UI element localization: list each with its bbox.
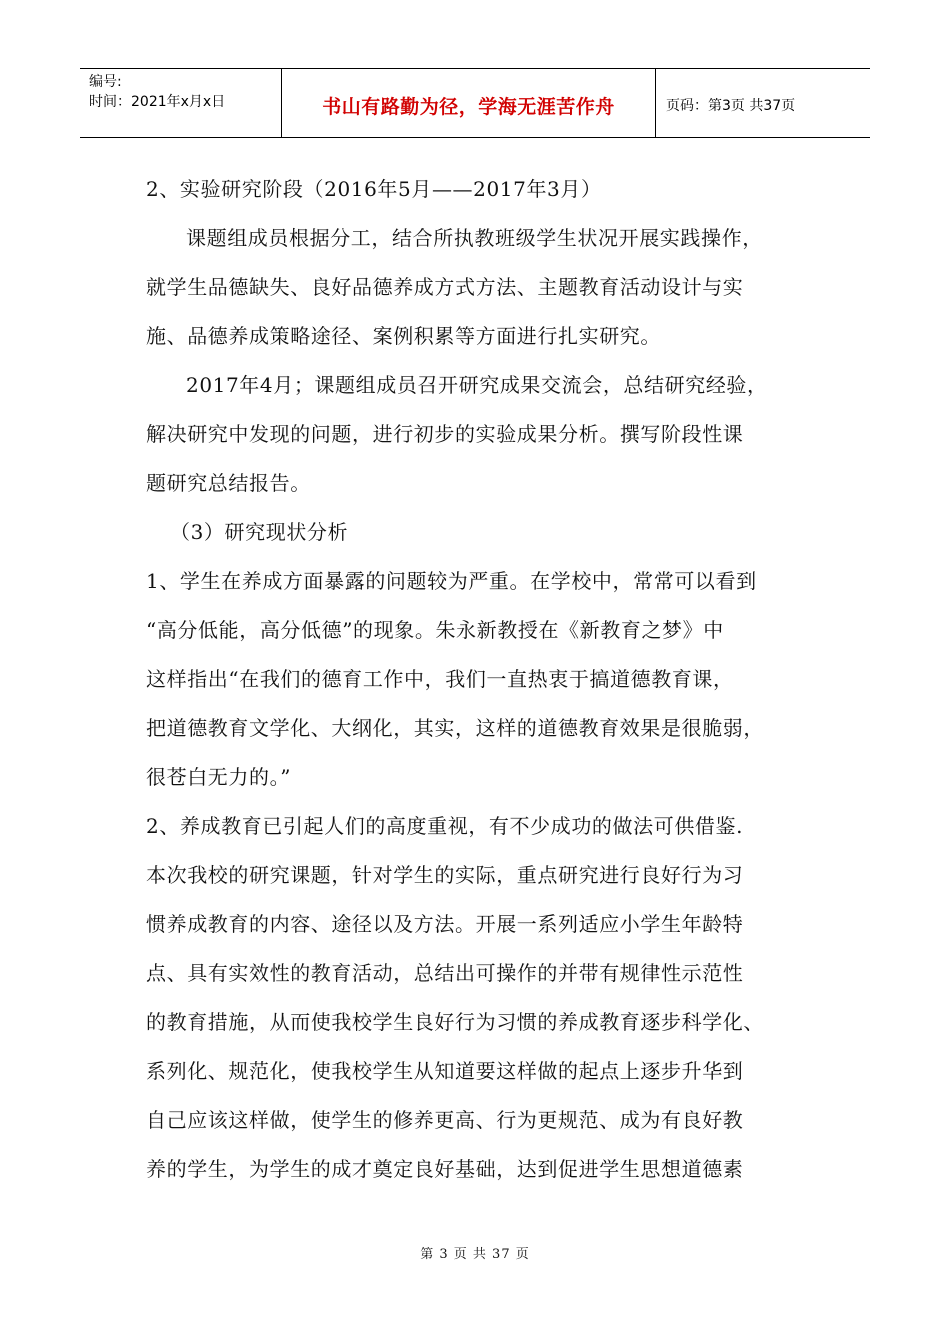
page-header xyxy=(80,68,870,138)
header-meta xyxy=(80,69,282,137)
paragraph-line: 惯养成教育的内容、途径以及方法。开展一系列适应小学生年龄特 xyxy=(146,912,744,936)
paragraph-line: 就学生品德缺失、良好品德养成方式方法、主题教育活动设计与实 xyxy=(146,275,744,299)
paragraph-line: 2、养成教育已引起人们的高度重视，有不少成功的做法可供借鉴. xyxy=(146,814,744,838)
paragraph-line: 点、具有实效性的教育活动，总结出可操作的并带有规律性示范性 xyxy=(146,961,744,985)
paragraph-line: 很苍白无力的。” xyxy=(146,765,292,789)
paragraph-line: 课题组成员根据分工，结合所执教班级学生状况开展实践操作， xyxy=(186,226,763,250)
time-label: 时间：2021年x月x日 xyxy=(89,94,226,110)
header-page-info: 页码：第3页 共37页 xyxy=(666,98,796,114)
paragraph-line: 施、品德养成策略途径、案例积累等方面进行扎实研究。 xyxy=(146,324,661,348)
paragraph-line: 解决研究中发现的问题，进行初步的实验成果分析。撰写阶段性课 xyxy=(146,422,744,446)
paragraph-line: 1、学生在养成方面暴露的问题较为严重。在学校中，常常可以看到 xyxy=(146,569,757,593)
paragraph-line: 养的学生，为学生的成才奠定良好基础，达到促进学生思想道德素 xyxy=(146,1157,744,1181)
paragraph-line: 这样指出“在我们的德育工作中，我们一直热衷于搞道德教育课， xyxy=(146,667,734,691)
number-label: 编号: xyxy=(89,74,122,90)
subsection-heading: （3）研究现状分析 xyxy=(170,520,349,544)
paragraph-line: 系列化、规范化，使我校学生从知道要这样做的起点上逐步升华到 xyxy=(146,1059,744,1083)
paragraph-line: 自己应该这样做，使学生的修养更高、行为更规范、成为有良好教 xyxy=(146,1108,744,1132)
document-body xyxy=(146,165,836,1194)
paragraph-line: 本次我校的研究课题，针对学生的实际，重点研究进行良好行为习 xyxy=(146,863,744,887)
header-motto: 书山有路勤为径，学海无涯苦作舟 xyxy=(282,69,656,137)
section-heading: 2、实验研究阶段（2016年5月——2017年3月） xyxy=(146,177,602,201)
page-footer: 第 3 页 共 37 页 xyxy=(420,1247,530,1262)
paragraph-line: 题研究总结报告。 xyxy=(146,471,311,495)
paragraph-line: 的教育措施，从而使我校学生良好行为习惯的养成教育逐步科学化、 xyxy=(146,1010,764,1034)
paragraph-line: “高分低能，高分低德”的现象。朱永新教授在《新教育之梦》中 xyxy=(146,618,724,642)
paragraph-line: 2017年4月；课题组成员召开研究成果交流会，总结研究经验， xyxy=(186,373,768,397)
paragraph-line: 把道德教育文学化、大纲化，其实，这样的道德教育效果是很脆弱， xyxy=(146,716,764,740)
